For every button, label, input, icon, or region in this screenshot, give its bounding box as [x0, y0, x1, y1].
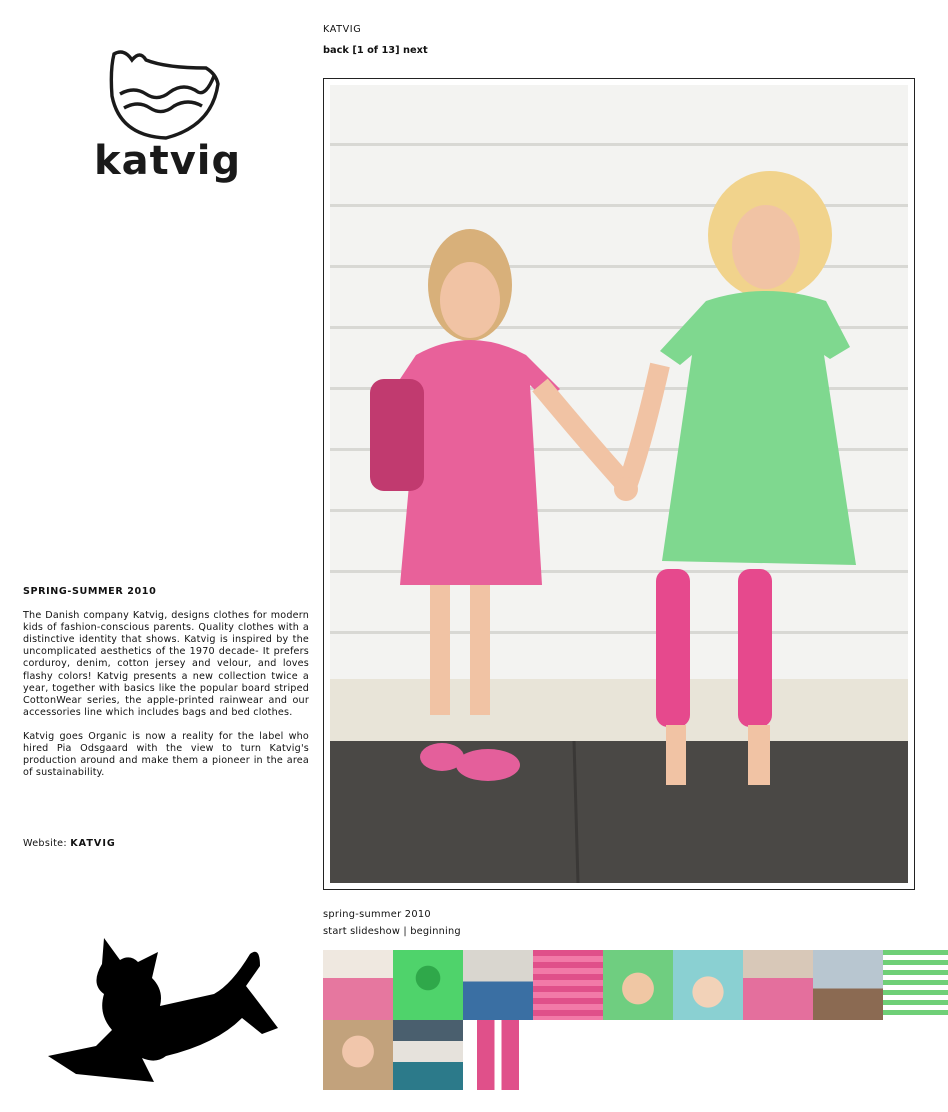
logo-wordmark: katvig [94, 138, 242, 184]
collection-heading: SPRING-SUMMER 2010 [23, 586, 157, 597]
thumbnail-9[interactable] [883, 950, 948, 1020]
thumbnail-5[interactable] [603, 950, 673, 1020]
main-photo-frame [323, 78, 915, 890]
photo-caption: spring-summer 2010 [323, 909, 431, 920]
description-paragraph-2: Katvig goes Organic is now a reality for the label who hired Pia Odsgaard with the view to turn Katvig's production around and make them a pioneer in the area of sustainability. [23, 730, 309, 779]
collection-description [23, 586, 309, 779]
thumbnail-11[interactable] [393, 1020, 463, 1090]
thumbnail-2[interactable] [393, 950, 463, 1020]
beginning-link[interactable]: beginning [410, 926, 461, 937]
thumbnail-4[interactable] [533, 950, 603, 1020]
thumbnail-7[interactable] [743, 950, 813, 1020]
website-line [23, 838, 116, 849]
website-link[interactable]: KATVIG [70, 838, 116, 849]
cat-waves-icon [106, 46, 221, 142]
thumbnail-1[interactable] [323, 950, 393, 1020]
image-position: [1 of 13] [352, 45, 400, 56]
thumbnail-8[interactable] [813, 950, 883, 1020]
photo-children-illustration [330, 85, 908, 883]
reading-cat-silhouette-icon [46, 934, 280, 1090]
thumbnail-6[interactable] [673, 950, 743, 1020]
slideshow-controls [323, 926, 461, 937]
gallery-pager [323, 45, 428, 56]
start-slideshow-link[interactable]: start slideshow [323, 926, 401, 937]
controls-separator: | [403, 926, 407, 937]
thumbnail-12[interactable] [463, 1020, 533, 1090]
back-link[interactable]: back [323, 45, 349, 56]
brand-title: KATVIG [323, 24, 362, 35]
thumbnail-3[interactable] [463, 950, 533, 1020]
katvig-logo [92, 46, 242, 186]
thumbnail-10[interactable] [323, 1020, 393, 1090]
next-link[interactable]: next [403, 45, 428, 56]
main-photo[interactable] [330, 85, 908, 883]
website-label: Website: [23, 838, 67, 849]
description-paragraph-1: The Danish company Katvig, designs clothes for modern kids of fashion-conscious parents. Quality clothes with a distinctive identity that shows. Katvig is inspired by the uncomplicated aesthetics of the 1970 decade- It prefers corduroy, denim, cotton jersey and velour, and loves flashy colors! Katvig presents a new collection twice a year, together with basics like the popular board striped CottonWear series, the apple-printed rainwear and our accessories line which includes bags and bed clothes. [23, 610, 309, 718]
